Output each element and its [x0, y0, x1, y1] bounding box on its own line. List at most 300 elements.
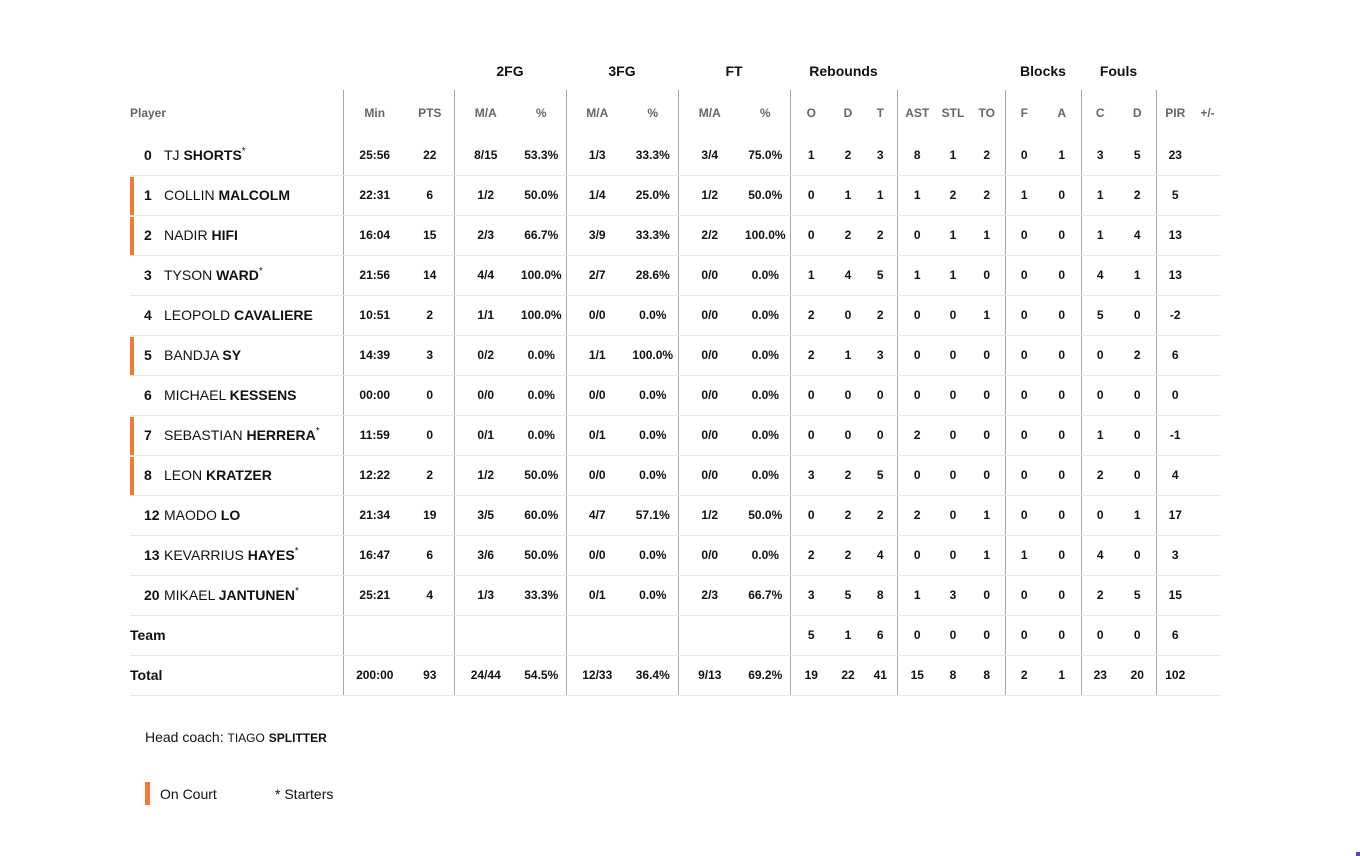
team-row [130, 615, 1221, 655]
stat-plusminus [1194, 255, 1221, 295]
col-ft-ma: M/A [678, 90, 741, 135]
stat-plusminus [1194, 335, 1221, 375]
stat-reb-t: 5 [864, 255, 897, 295]
stat-blk-a: 0 [1043, 455, 1081, 495]
player-row [130, 135, 1221, 175]
stat-3fg-pct: 36.4% [628, 655, 678, 695]
stat-blk-a: 0 [1043, 175, 1081, 215]
group-spacer-end [1156, 52, 1221, 90]
stat-blk-a: 0 [1043, 375, 1081, 415]
starter-marker: * [294, 586, 299, 597]
player-first-name: KEVARRIUS [164, 547, 244, 563]
stat-3fg-ma: 1/3 [566, 135, 628, 175]
player-first-name: SEBASTIAN [164, 427, 243, 443]
player-cell [130, 455, 343, 495]
stat-reb-t: 8 [864, 575, 897, 615]
stat-3fg-ma: 0/0 [566, 375, 628, 415]
stat-ft-ma [678, 615, 741, 655]
stat-to: 0 [969, 575, 1005, 615]
stat-ft-ma: 0/0 [678, 455, 741, 495]
stat-blk-a: 1 [1043, 655, 1081, 695]
col-stl: STL [941, 105, 965, 120]
stat-plusminus [1194, 655, 1221, 695]
stat-2fg-ma: 2/3 [454, 215, 517, 255]
stat-foul-c: 1 [1081, 215, 1119, 255]
stat-ft-pct: 69.2% [741, 655, 790, 695]
stat-3fg-pct: 0.0% [628, 535, 678, 575]
stat-blk-f: 1 [1005, 175, 1043, 215]
stat-min: 14:39 [343, 335, 406, 375]
stat-min: 16:04 [343, 215, 406, 255]
stat-stl: 0 [937, 295, 969, 335]
stat-2fg-ma: 24/44 [454, 655, 517, 695]
player-number: 2 [144, 227, 152, 243]
player-cell [130, 535, 343, 575]
player-last-name: HIFI [211, 227, 238, 243]
stat-ft-ma: 0/0 [678, 335, 741, 375]
stat-reb-o: 2 [790, 535, 832, 575]
stat-3fg-pct: 25.0% [628, 175, 678, 215]
player-row [130, 535, 1221, 575]
stat-reb-d: 22 [832, 655, 864, 695]
col-3fg-pct: % [647, 105, 659, 120]
player-first-name: MICHAEL [164, 387, 226, 403]
stat-stl: 2 [937, 175, 969, 215]
stat-pts: 6 [406, 175, 454, 215]
stat-3fg-ma: 0/0 [566, 535, 628, 575]
player-last-name: SY [222, 347, 242, 363]
player-first-name: LEON [164, 467, 203, 483]
stat-ast: 8 [897, 135, 937, 175]
stat-foul-d: 4 [1119, 215, 1156, 255]
col-3fg-ma: M/A [566, 90, 628, 135]
player-number: 5 [144, 347, 152, 363]
player-last-name: HAYES [247, 547, 295, 563]
legend-starters-label: * Starters [275, 786, 334, 802]
stat-2fg-ma: 8/15 [454, 135, 517, 175]
player-row [130, 495, 1221, 535]
player-last-name: JANTUNEN [218, 587, 295, 603]
stat-blk-a: 1 [1043, 135, 1081, 175]
stat-reb-d: 5 [832, 575, 864, 615]
player-number: 20 [144, 587, 160, 603]
stat-blk-a: 0 [1043, 615, 1081, 655]
stat-blk-a: 0 [1043, 535, 1081, 575]
player-first-name: LEOPOLD [164, 307, 231, 323]
stat-blk-f: 0 [1005, 335, 1043, 375]
stat-pts: 22 [406, 135, 454, 175]
stat-to: 1 [969, 215, 1005, 255]
stat-foul-c: 23 [1081, 655, 1119, 695]
stat-reb-t: 0 [864, 415, 897, 455]
col-reb-t: T [876, 105, 884, 120]
player-row [130, 295, 1221, 335]
player-cell [130, 135, 343, 175]
player-first-name: TYSON [164, 267, 213, 283]
stat-ast: 0 [897, 455, 937, 495]
stat-plusminus [1194, 295, 1221, 335]
stat-ast: 0 [897, 215, 937, 255]
stat-blk-a: 0 [1043, 415, 1081, 455]
group-3fg: 3FG [608, 63, 636, 79]
player-last-name: KRATZER [206, 467, 272, 483]
stat-pts: 19 [406, 495, 454, 535]
stat-2fg-ma: 0/1 [454, 415, 517, 455]
stat-foul-d: 1 [1119, 255, 1156, 295]
stat-2fg-ma: 3/6 [454, 535, 517, 575]
stat-foul-c: 0 [1081, 375, 1119, 415]
stat-ast: 0 [897, 375, 937, 415]
stat-ft-pct [741, 615, 790, 655]
player-number: 13 [144, 547, 160, 563]
total-row [130, 655, 1221, 695]
stat-foul-c: 1 [1081, 415, 1119, 455]
stat-blk-f: 0 [1005, 255, 1043, 295]
stat-stl: 0 [937, 375, 969, 415]
player-first-name: NADIR [164, 227, 208, 243]
col-blk-a: A [1057, 105, 1067, 120]
stat-reb-t: 2 [864, 295, 897, 335]
stat-pts: 2 [406, 295, 454, 335]
stat-ft-pct: 0.0% [741, 535, 790, 575]
stat-stl: 1 [937, 255, 969, 295]
stat-to: 1 [969, 295, 1005, 335]
stat-reb-o: 0 [790, 375, 832, 415]
stat-reb-t: 41 [864, 655, 897, 695]
stat-foul-d: 2 [1119, 335, 1156, 375]
total-row-label: Total [130, 655, 343, 695]
stat-pir: 17 [1156, 495, 1194, 535]
stat-2fg-pct: 54.5% [517, 655, 566, 695]
on-court-swatch [145, 782, 150, 805]
stat-3fg-ma: 3/9 [566, 215, 628, 255]
player-first-name: MIKAEL [164, 587, 215, 603]
stat-reb-d: 2 [832, 535, 864, 575]
col-pir: PIR [1156, 90, 1194, 135]
stat-ft-ma: 2/3 [678, 575, 741, 615]
stat-2fg-ma [454, 615, 517, 655]
stat-blk-f: 1 [1005, 535, 1043, 575]
stat-min [343, 615, 406, 655]
stat-blk-f: 2 [1005, 655, 1043, 695]
stat-2fg-pct [517, 615, 566, 655]
stat-blk-a: 0 [1043, 575, 1081, 615]
col-reb-d: D [843, 105, 853, 120]
stat-2fg-pct: 60.0% [517, 495, 566, 535]
stat-pir: -2 [1156, 295, 1194, 335]
stat-to: 2 [969, 175, 1005, 215]
stat-plusminus [1194, 455, 1221, 495]
stat-2fg-ma: 4/4 [454, 255, 517, 295]
starter-marker: * [258, 266, 263, 277]
on-court-indicator [130, 217, 134, 255]
stat-min: 22:31 [343, 175, 406, 215]
stat-reb-d: 1 [832, 175, 864, 215]
col-foul-c: C [1081, 90, 1119, 135]
stat-blk-a: 0 [1043, 335, 1081, 375]
player-number: 8 [144, 467, 152, 483]
player-number: 4 [144, 307, 152, 323]
stat-reb-t: 3 [864, 335, 897, 375]
stat-2fg-ma: 1/2 [454, 175, 517, 215]
stat-3fg-pct: 57.1% [628, 495, 678, 535]
stat-reb-t: 4 [864, 535, 897, 575]
stat-blk-f: 0 [1005, 455, 1043, 495]
stat-2fg-pct: 0.0% [517, 335, 566, 375]
stat-pts [406, 615, 454, 655]
stat-reb-t: 2 [864, 495, 897, 535]
stat-to: 1 [969, 535, 1005, 575]
stat-2fg-pct: 100.0% [517, 255, 566, 295]
stat-min: 12:22 [343, 455, 406, 495]
player-row [130, 575, 1221, 615]
stat-to: 8 [969, 655, 1005, 695]
stat-3fg-ma: 0/1 [566, 415, 628, 455]
on-court-indicator [130, 177, 134, 215]
stat-to: 0 [969, 335, 1005, 375]
stat-ast: 1 [897, 175, 937, 215]
legend-on-court-label: On Court [160, 786, 217, 802]
stat-reb-o: 3 [790, 455, 832, 495]
stat-ft-pct: 100.0% [741, 215, 790, 255]
stat-foul-d: 20 [1119, 655, 1156, 695]
stat-reb-o: 0 [790, 175, 832, 215]
stat-to: 0 [969, 415, 1005, 455]
stat-blk-a: 0 [1043, 495, 1081, 535]
stat-foul-c: 4 [1081, 255, 1119, 295]
player-row [130, 375, 1221, 415]
stat-reb-o: 2 [790, 335, 832, 375]
stat-blk-f: 0 [1005, 135, 1043, 175]
stat-3fg-ma: 0/0 [566, 295, 628, 335]
player-number: 12 [144, 507, 160, 523]
player-row [130, 455, 1221, 495]
stat-2fg-ma: 3/5 [454, 495, 517, 535]
stat-reb-t: 0 [864, 375, 897, 415]
player-number: 3 [144, 267, 152, 283]
stat-blk-f: 0 [1005, 575, 1043, 615]
stat-blk-f: 0 [1005, 495, 1043, 535]
stat-plusminus [1194, 415, 1221, 455]
stat-reb-o: 0 [790, 415, 832, 455]
player-last-name: KESSENS [229, 387, 297, 403]
stat-min: 11:59 [343, 415, 406, 455]
stat-ft-pct: 50.0% [741, 495, 790, 535]
stat-min: 00:00 [343, 375, 406, 415]
stat-foul-d: 0 [1119, 535, 1156, 575]
player-last-name: LO [220, 507, 241, 523]
stat-stl: 3 [937, 575, 969, 615]
stat-foul-c: 0 [1081, 615, 1119, 655]
stat-reb-t: 6 [864, 615, 897, 655]
col-reb-o: O [790, 90, 832, 135]
stat-pir: 13 [1156, 255, 1194, 295]
stat-foul-c: 0 [1081, 335, 1119, 375]
stat-plusminus [1194, 535, 1221, 575]
group-ft: FT [725, 63, 743, 79]
col-2fg-ma: M/A [454, 90, 517, 135]
stat-ft-ma: 1/2 [678, 175, 741, 215]
stat-plusminus [1194, 135, 1221, 175]
stat-to: 0 [969, 255, 1005, 295]
stat-stl: 0 [937, 615, 969, 655]
player-cell [130, 295, 343, 335]
col-plusminus: +/- [1200, 105, 1215, 120]
starter-marker: * [294, 546, 299, 557]
col-min: Min [343, 90, 406, 135]
col-player: Player [130, 105, 167, 120]
player-number: 1 [144, 187, 152, 203]
coach-prefix: Head coach: [145, 729, 224, 745]
stat-stl: 0 [937, 415, 969, 455]
starter-marker: * [241, 145, 246, 157]
stat-2fg-pct: 53.3% [517, 135, 566, 175]
stat-stl: 1 [937, 135, 969, 175]
stat-min: 21:56 [343, 255, 406, 295]
on-court-indicator [130, 337, 134, 375]
stat-pts: 0 [406, 375, 454, 415]
stat-to: 2 [969, 135, 1005, 175]
box-score-table [130, 52, 1221, 696]
player-row [130, 335, 1221, 375]
stat-stl: 0 [937, 455, 969, 495]
stat-plusminus [1194, 495, 1221, 535]
stat-blk-f: 0 [1005, 615, 1043, 655]
stat-foul-d: 5 [1119, 575, 1156, 615]
stat-3fg-pct: 100.0% [628, 335, 678, 375]
stat-reb-t: 5 [864, 455, 897, 495]
stat-blk-a: 0 [1043, 295, 1081, 335]
stat-ft-pct: 75.0% [741, 135, 790, 175]
coach-first-name: TIAGO [227, 731, 265, 745]
stat-ast: 0 [897, 615, 937, 655]
stat-3fg-pct [628, 615, 678, 655]
stat-3fg-ma: 4/7 [566, 495, 628, 535]
stat-reb-o: 2 [790, 295, 832, 335]
stat-3fg-pct: 0.0% [628, 415, 678, 455]
stat-pir: 6 [1156, 615, 1194, 655]
stat-2fg-pct: 50.0% [517, 455, 566, 495]
stat-pts: 3 [406, 335, 454, 375]
stat-pir: 3 [1156, 535, 1194, 575]
stat-reb-d: 1 [832, 335, 864, 375]
stat-min: 200:00 [343, 655, 406, 695]
stat-reb-d: 0 [832, 415, 864, 455]
stat-3fg-ma: 1/4 [566, 175, 628, 215]
stat-reb-o: 0 [790, 215, 832, 255]
stat-blk-f: 0 [1005, 375, 1043, 415]
stat-ast: 1 [897, 255, 937, 295]
stat-blk-f: 0 [1005, 415, 1043, 455]
group-rebounds: Rebounds [809, 63, 878, 79]
column-header-row [130, 90, 1221, 135]
stat-reb-o: 3 [790, 575, 832, 615]
col-2fg-pct: % [535, 105, 547, 120]
stat-3fg-ma [566, 615, 628, 655]
stat-reb-d: 0 [832, 295, 864, 335]
player-row [130, 175, 1221, 215]
stat-reb-d: 2 [832, 495, 864, 535]
stat-stl: 0 [937, 495, 969, 535]
stat-ast: 2 [897, 415, 937, 455]
stat-3fg-ma: 0/1 [566, 575, 628, 615]
stat-3fg-pct: 33.3% [628, 215, 678, 255]
stat-reb-d: 4 [832, 255, 864, 295]
player-cell [130, 375, 343, 415]
starter-marker: * [315, 426, 320, 437]
stat-3fg-pct: 0.0% [628, 455, 678, 495]
stat-ft-ma: 3/4 [678, 135, 741, 175]
col-to: TO [978, 105, 995, 120]
stat-plusminus [1194, 575, 1221, 615]
stat-3fg-pct: 0.0% [628, 375, 678, 415]
player-cell [130, 415, 343, 455]
stat-reb-d: 1 [832, 615, 864, 655]
player-cell [130, 575, 343, 615]
stat-ft-pct: 0.0% [741, 255, 790, 295]
stat-min: 10:51 [343, 295, 406, 335]
stat-foul-c: 5 [1081, 295, 1119, 335]
group-fouls: Fouls [1099, 63, 1138, 79]
stat-pts: 4 [406, 575, 454, 615]
player-last-name: HERRERA [246, 427, 316, 443]
stat-ft-pct: 66.7% [741, 575, 790, 615]
stat-ast: 2 [897, 495, 937, 535]
col-ast: AST [897, 90, 937, 135]
group-blocks: Blocks [1020, 63, 1066, 79]
team-row-label: Team [130, 615, 343, 655]
stat-pir: 102 [1156, 655, 1194, 695]
stat-reb-d: 2 [832, 455, 864, 495]
stat-pir: 6 [1156, 335, 1194, 375]
player-last-name: CAVALIERE [234, 307, 313, 323]
player-cell [130, 495, 343, 535]
stat-2fg-ma: 0/2 [454, 335, 517, 375]
stat-pir: 0 [1156, 375, 1194, 415]
stat-foul-d: 0 [1119, 615, 1156, 655]
col-foul-d: D [1132, 105, 1142, 120]
stat-foul-d: 5 [1119, 135, 1156, 175]
head-coach [145, 729, 327, 745]
player-last-name: MALCOLM [218, 187, 291, 203]
stat-3fg-ma: 2/7 [566, 255, 628, 295]
player-first-name: MAODO [164, 507, 217, 523]
stat-2fg-pct: 50.0% [517, 175, 566, 215]
stat-pts: 0 [406, 415, 454, 455]
stat-ft-ma: 9/13 [678, 655, 741, 695]
group-spacer [130, 52, 454, 90]
stat-foul-d: 0 [1119, 295, 1156, 335]
stat-ast: 1 [897, 575, 937, 615]
stat-reb-d: 2 [832, 215, 864, 255]
stat-foul-d: 1 [1119, 495, 1156, 535]
stat-pir: 4 [1156, 455, 1194, 495]
stat-3fg-ma: 12/33 [566, 655, 628, 695]
stat-pts: 15 [406, 215, 454, 255]
stat-ast: 15 [897, 655, 937, 695]
stat-pts: 6 [406, 535, 454, 575]
stat-pir: 15 [1156, 575, 1194, 615]
player-row [130, 415, 1221, 455]
stat-foul-c: 1 [1081, 175, 1119, 215]
stat-2fg-ma: 1/3 [454, 575, 517, 615]
stat-stl: 8 [937, 655, 969, 695]
stat-foul-c: 3 [1081, 135, 1119, 175]
stat-ft-pct: 0.0% [741, 335, 790, 375]
stat-pts: 14 [406, 255, 454, 295]
stat-ft-pct: 0.0% [741, 375, 790, 415]
stat-reb-t: 2 [864, 215, 897, 255]
